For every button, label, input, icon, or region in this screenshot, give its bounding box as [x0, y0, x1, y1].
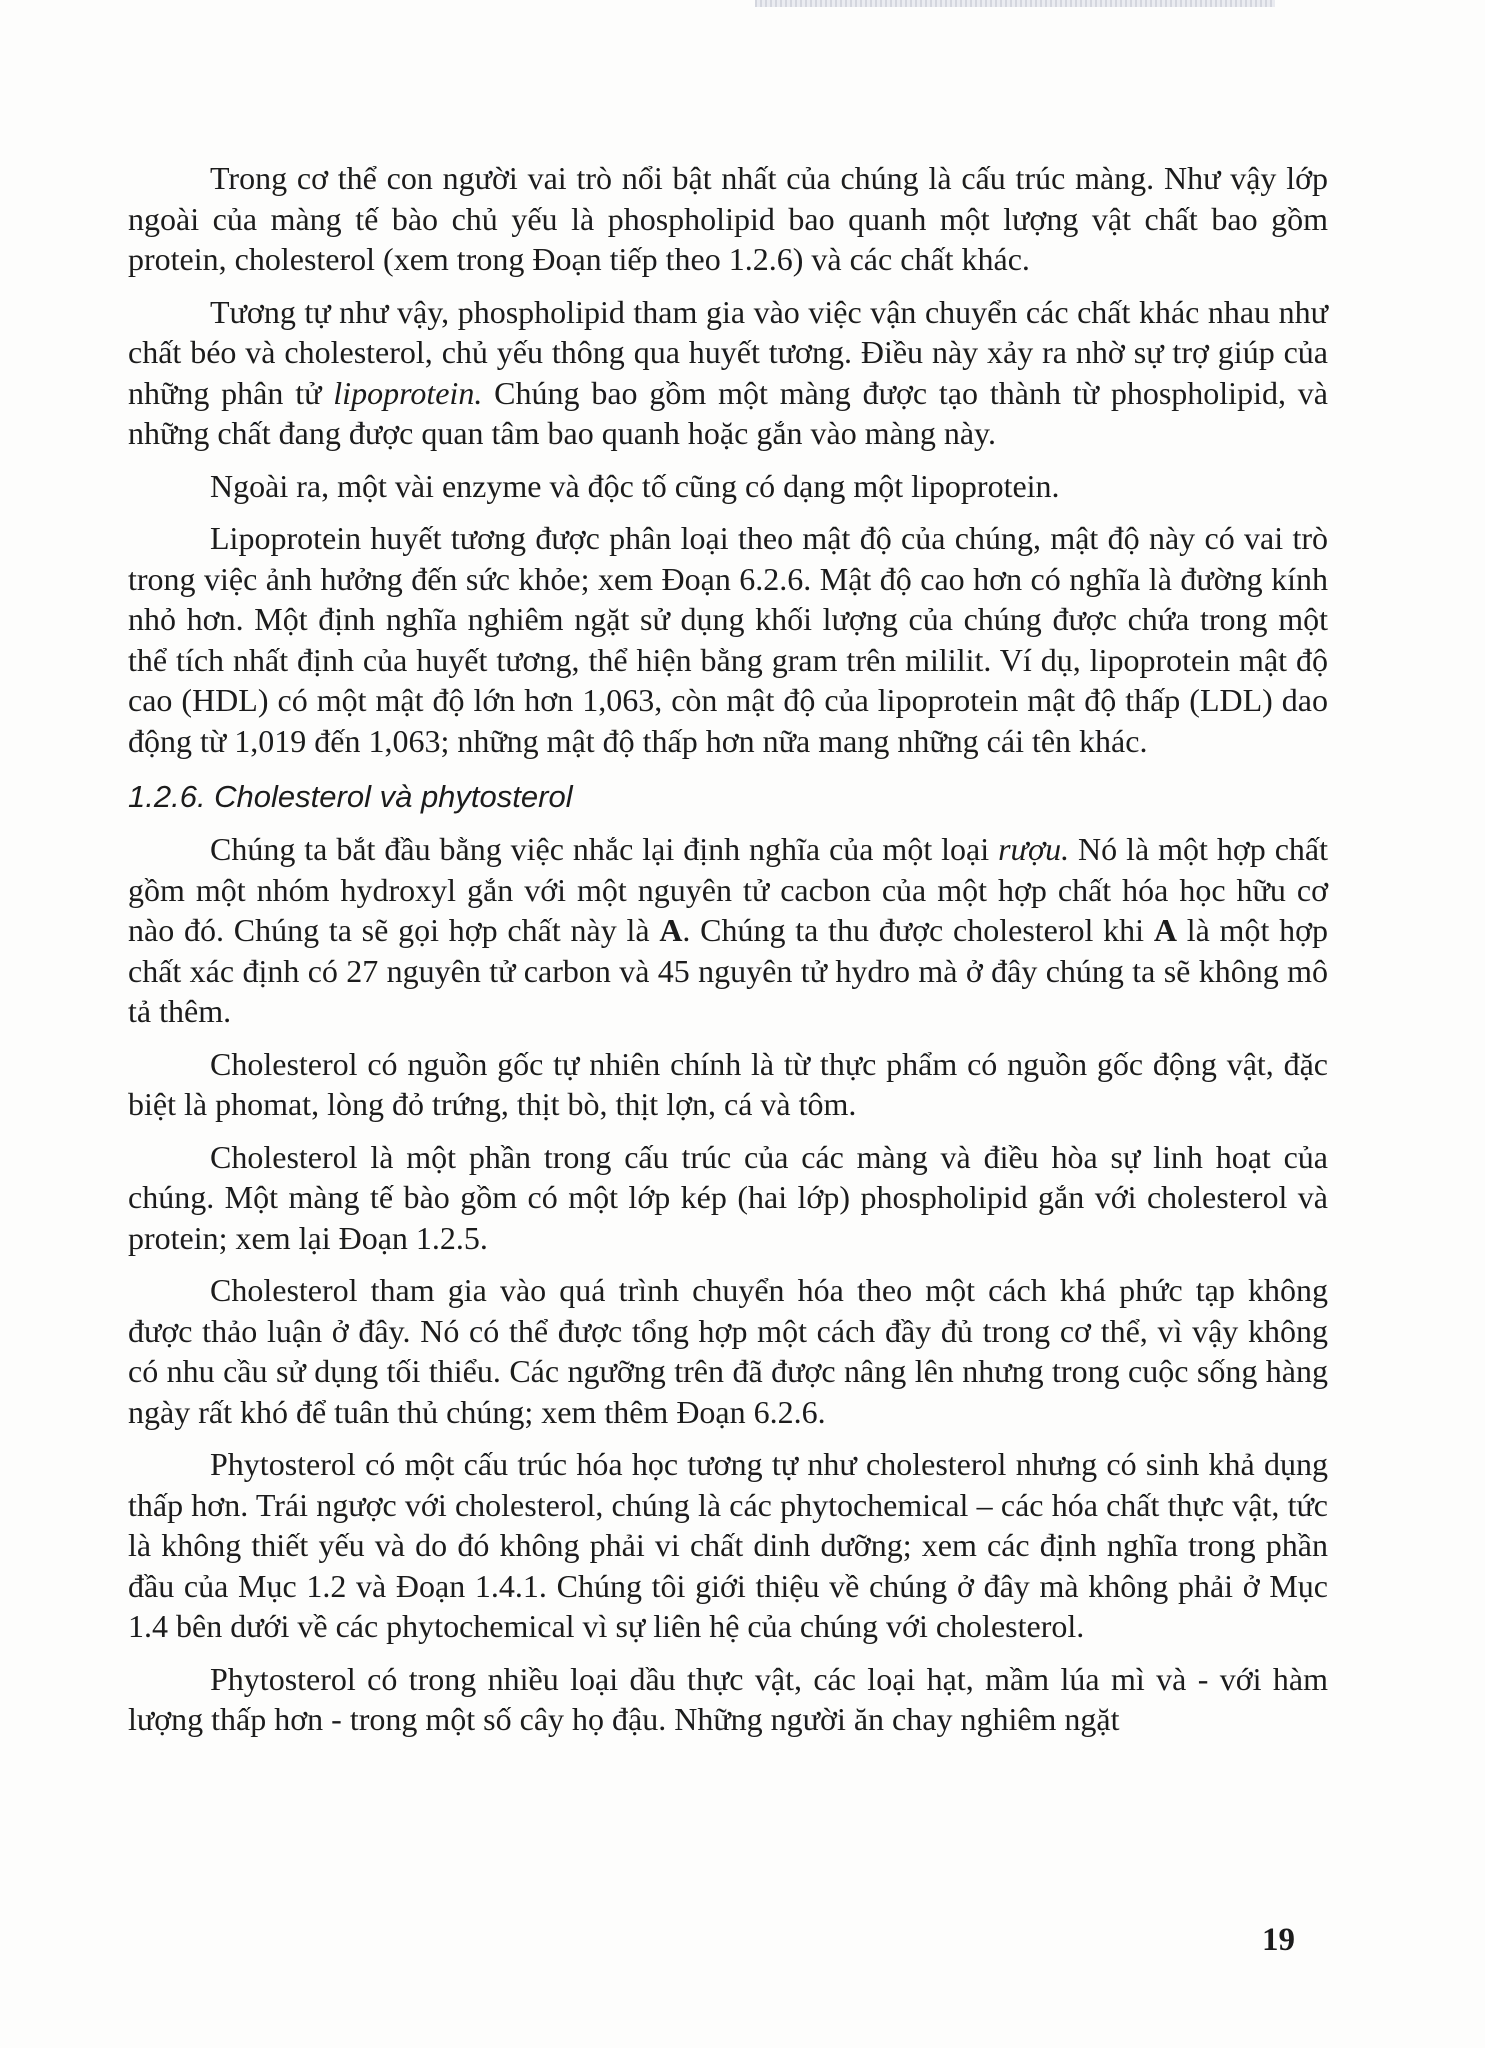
paragraph-cholesterol-metabolism: Cholesterol tham gia vào quá trình chuyển hóa theo một cách khá phức tạp không được thảo luận ở đây. Nó có thể được tổng hợp một cách đầy đủ trong cơ thể, vì vậy không có nhu cầu sử dụng tối thiểu. Các ngưỡng trên đã được nâng lên nhưng trong cuộc sống hàng ngày rất khó để tuân thủ chúng; xem thêm Đoạn 6.2.6.: [128, 1272, 1328, 1430]
compound-a-label: A: [1153, 912, 1177, 948]
compound-a-label: A: [659, 912, 683, 948]
term-lipoprotein: lipoprotein.: [333, 374, 483, 411]
page-number: 19: [1262, 1922, 1295, 1958]
paragraph-alcohol-definition: Chúng ta bắt đầu bằng việc nhắc lại định nghĩa của một loại rượu. Nó là một hợp chất gồm một nhóm hydroxyl gắn với một nguyên tử cacbon của một hợp chất hóa học hữu cơ nào đó. Chúng ta sẽ gọi hợp chất này là A. Chúng ta thu được cholesterol khi A là một hợp chất xác định có 27 nguyên tử carbon và 45 nguyên tử hydro mà ở đây chúng ta sẽ không mô tả thêm.: [128, 831, 1329, 1029]
paragraph-cholesterol-membranes: Cholesterol là một phần trong cấu trúc của các màng và điều hòa sự linh hoạt của chúng. Một màng tế bào gồm có một lớp kép (hai lớp) phospholipid gắn với cholesterol và protein; xem lại Đoạn 1.2.5.: [128, 1138, 1328, 1256]
term-alcohol: rượu.: [998, 831, 1070, 867]
section-heading: 1.2.6. Cholesterol và phytosterol: [128, 779, 573, 814]
paragraph-cholesterol-sources: Cholesterol có nguồn gốc tự nhiên chính là từ thực phẩm có nguồn gốc động vật, đặc biệt là phomat, lòng đỏ trứng, thịt bò, thịt lợn, cá và tôm.: [128, 1045, 1328, 1122]
paragraph-enzymes-toxins: Ngoài ra, một vài enzyme và độc tố cũng có dạng một lipoprotein.: [210, 467, 1060, 504]
paragraph-lipoprotein-density: Lipoprotein huyết tương được phân loại theo mật độ của chúng, mật độ này có vai trò trong việc ảnh hưởng đến sức khỏe; xem Đoạn 6.2.6. Mật độ cao hơn có nghĩa là đường kính nhỏ hơn. Một định nghĩa nghiêm ngặt sử dụng khối lượng của chúng được chứa trong một thể tích nhất định của huyết tương, thể hiện bằng gram trên mililit. Ví dụ, lipoprotein mật độ cao (HDL) có một mật độ lớn hơn 1,063, còn mật độ của lipoprotein mật độ thấp (LDL) dao động từ 1,019 đến 1,063; những mật độ thấp hơn nữa mang những cái tên khác.: [128, 520, 1328, 759]
paragraph-membrane-structure: Trong cơ thể con người vai trò nổi bật nhất của chúng là cấu trúc màng. Như vậy lớp ngoài của màng tế bào chủ yếu là phospholipid bao quanh một lượng vật chất bao gồm protein, cholesterol (xem trong Đoạn tiếp theo 1.2.6) và các chất khác.: [128, 160, 1328, 277]
paragraph-phytosterol-structure: Phytosterol có một cấu trúc hóa học tương tự như cholesterol nhưng có sinh khả dụng thấp hơn. Trái ngược với cholesterol, chúng là các phytochemical – các hóa chất thực vật, tức là không thiết yếu và do đó không phải vi chất dinh dưỡng; xem các định nghĩa trong phần đầu của Mục 1.2 và Đoạn 1.4.1. Chúng tôi giới thiệu về chúng ở đây mà không phải ở Mục 1.4 bên dưới về các phytochemical vì sự liên hệ của chúng với cholesterol.: [128, 1446, 1328, 1644]
paragraph-phospholipid-transport: Tương tự như vậy, phospholipid tham gia vào việc vận chuyển các chất khác nhau như chất béo và cholesterol, chủ yếu thông qua huyết tương. Điều này xảy ra nhờ sự trợ giúp của những phân tử lipoprotein. Chúng bao gồm một màng được tạo thành từ phospholipid, và những chất đang được quan tâm bao quanh hoặc gắn vào màng này.: [128, 293, 1329, 451]
body-text: [128, 158, 1328, 1752]
scan-artifact-strip: [755, 0, 1275, 7]
paragraph-phytosterol-sources: Phytosterol có trong nhiều loại dầu thực vật, các loại hạt, mầm lúa mì và - với hàm lượng thấp hơn - trong một số cây họ đậu. Những người ăn chay nghiêm ngặt: [128, 1660, 1328, 1737]
